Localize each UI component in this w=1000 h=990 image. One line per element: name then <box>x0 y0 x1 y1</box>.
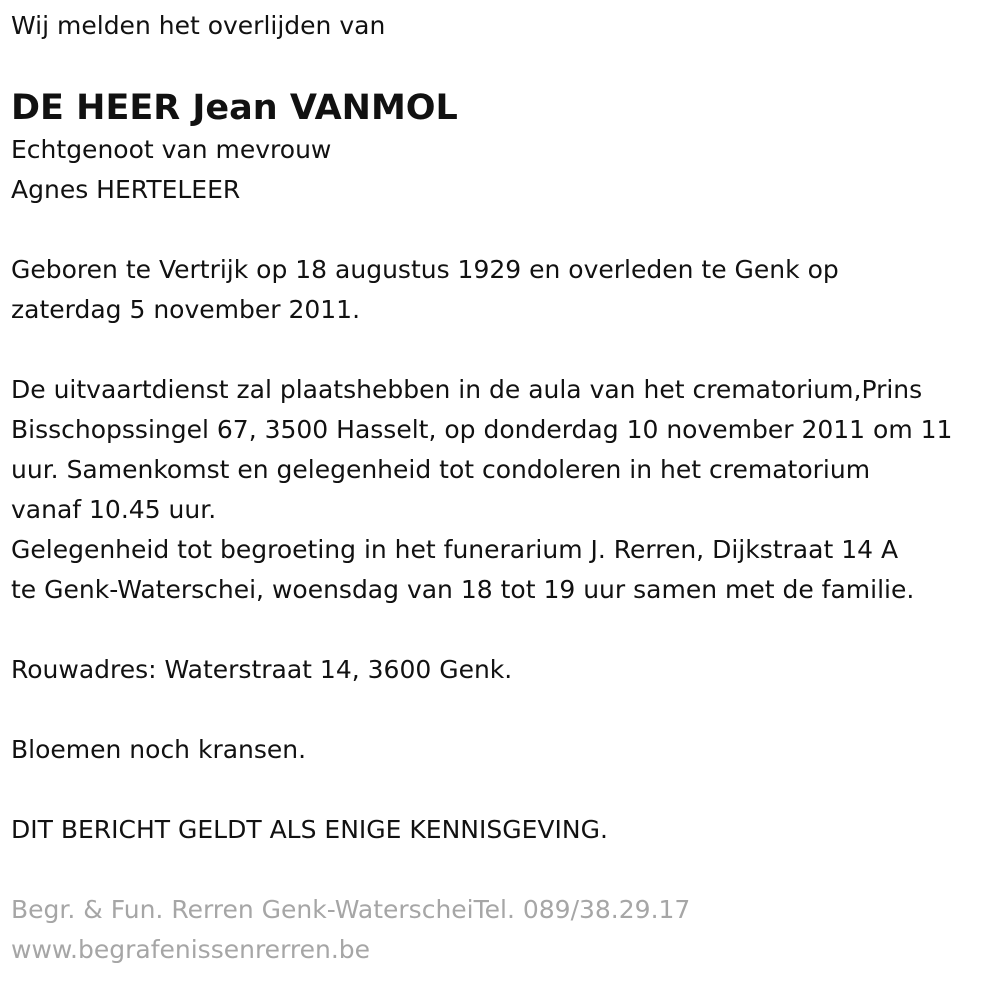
service-line-3: uur. Samenkomst en gelegenheid tot condoleren in het crematorium <box>11 455 871 484</box>
service-line-1: De uitvaartdienst zal plaatshebben in de aula van het crematorium,Prins <box>11 375 923 404</box>
birth-death-line-2: zaterdag 5 november 2011. <box>11 295 361 324</box>
service-line-6: te Genk-Waterschei, woensdag van 18 tot 19 uur samen met de familie. <box>11 575 915 604</box>
flowers-note: Bloemen noch kransen. <box>11 735 307 764</box>
service-line-2: Bisschopssingel 67, 3500 Hasselt, op donderdag 10 november 2011 om 11 <box>11 415 953 444</box>
service-block <box>11 370 991 610</box>
service-line-4: vanaf 10.45 uur. <box>11 495 217 524</box>
funeral-home-contact: Begr. & Fun. Rerren Genk-WaterscheiTel. 089/38.29.17 <box>11 895 691 924</box>
spouse-block <box>11 130 991 210</box>
funeral-home-website: www.begrafenissenrerren.be <box>11 935 371 964</box>
notice-block <box>11 810 991 850</box>
spouse-line-2: Agnes HERTELEER <box>11 175 241 204</box>
intro-text: Wij melden het overlijden van <box>11 11 386 40</box>
official-notice: DIT BERICHT GELDT ALS ENIGE KENNISGEVING. <box>11 815 608 844</box>
birth-death-line-1: Geboren te Vertrijk op 18 augustus 1929 en overleden te Genk op <box>11 255 839 284</box>
flowers-block <box>11 730 991 770</box>
service-line-5: Gelegenheid tot begroeting in het funerarium J. Rerren, Dijkstraat 14 A <box>11 535 899 564</box>
spouse-line-1: Echtgenoot van mevrouw <box>11 135 332 164</box>
funeral-home-footer <box>11 890 991 970</box>
deceased-name: DE HEER Jean VANMOL <box>11 88 458 128</box>
obituary-notice <box>11 6 991 970</box>
birth-death-block <box>11 250 991 330</box>
mourning-address: Rouwadres: Waterstraat 14, 3600 Genk. <box>11 655 513 684</box>
address-block <box>11 650 991 690</box>
